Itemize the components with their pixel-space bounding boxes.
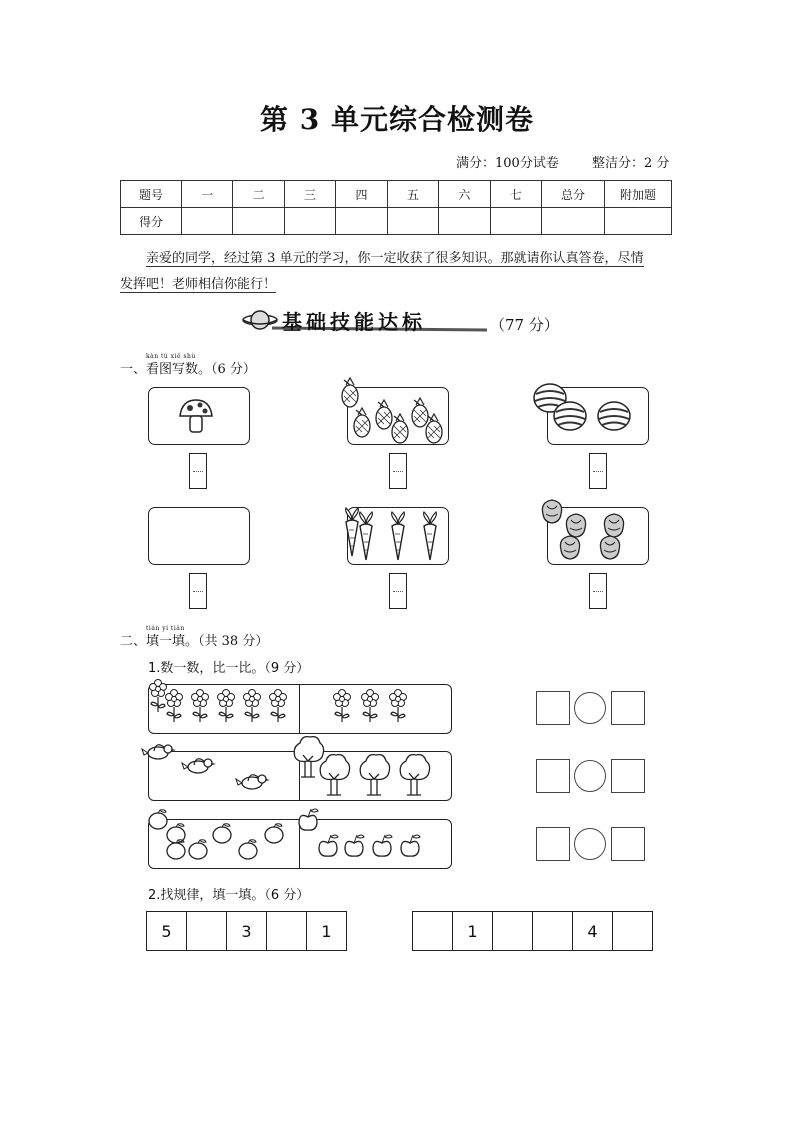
sequence-blank[interactable]: [533, 912, 573, 950]
sequence-cell: 4: [573, 912, 613, 950]
section-1-heading: [120, 353, 256, 377]
answer-box[interactable]: [189, 453, 207, 489]
apple-icon: [308, 821, 448, 865]
header-cell: 一: [182, 181, 233, 208]
sequence-blank[interactable]: [493, 912, 533, 950]
score-cell[interactable]: [336, 208, 387, 235]
tree-icon: [308, 753, 448, 797]
score-table: [120, 180, 672, 235]
compare-left-box[interactable]: [536, 827, 570, 861]
compare-symbol-circle[interactable]: [574, 760, 606, 792]
header-cell: 七: [490, 181, 541, 208]
intro-text: [120, 246, 674, 298]
banner-label: 基础技能达标: [282, 310, 426, 334]
section-2-number: 二、: [120, 634, 147, 649]
compare-left-box[interactable]: [536, 759, 570, 793]
pineapple-icon: [350, 390, 444, 442]
answer-box[interactable]: [589, 573, 607, 609]
cabbage-icon: [552, 510, 644, 562]
score-cell[interactable]: [605, 208, 672, 235]
flower-icon: [158, 688, 448, 730]
header-cell: 六: [439, 181, 490, 208]
section-1-number: 一、: [120, 362, 147, 377]
sequence-blank[interactable]: [413, 912, 453, 950]
header-cell: 总分: [542, 181, 605, 208]
compare-right-box[interactable]: [611, 691, 645, 725]
score-cell[interactable]: [439, 208, 490, 235]
intro-line-2: 发挥吧！老师相信你能行！: [120, 277, 277, 292]
score-cell[interactable]: [542, 208, 605, 235]
header-cell: 三: [284, 181, 335, 208]
watermelon-icon: [550, 398, 644, 434]
compare-left-box[interactable]: [536, 691, 570, 725]
compare-symbol-circle[interactable]: [574, 692, 606, 724]
sequence-2: [412, 911, 653, 951]
header-cell: 二: [233, 181, 284, 208]
compare-right-box[interactable]: [611, 759, 645, 793]
header-cell: 四: [336, 181, 387, 208]
q1-title: 1.数一数，比一比。（9 分）: [148, 661, 310, 676]
section-2-title: 填一填。（共 38 分）: [146, 634, 269, 649]
score-table-header-row: [121, 181, 672, 208]
page-title: 第 3 单元综合检测卷: [260, 103, 534, 136]
score-cell[interactable]: [182, 208, 233, 235]
full-score: 满分：100分试卷: [456, 156, 559, 171]
answer-box[interactable]: [389, 573, 407, 609]
header-cell: 附加题: [605, 181, 672, 208]
header-cell: 五: [387, 181, 438, 208]
answer-box[interactable]: [589, 453, 607, 489]
section-1-title: 看图写数。（6 分）: [146, 362, 256, 377]
section-2-pinyin: tián yi tián: [146, 625, 185, 632]
sequence-cell: 3: [227, 912, 267, 950]
section-1-pinyin: kàn tú xiě shù: [146, 353, 196, 360]
answer-box[interactable]: [389, 453, 407, 489]
score-cell[interactable]: [490, 208, 541, 235]
compare-right-box[interactable]: [611, 827, 645, 861]
lemon-icon: [158, 821, 298, 865]
sequence-cell: 1: [321, 921, 332, 941]
mushroom-icon: [178, 398, 214, 436]
score-cell[interactable]: [387, 208, 438, 235]
score-table-score-row: [121, 208, 672, 235]
carrot-icon: [352, 512, 444, 560]
section-2-heading: [120, 625, 269, 649]
sequence-blank[interactable]: [613, 912, 652, 950]
neat-score: 整洁分：2 分: [592, 156, 670, 171]
banner-score: （77 分）: [490, 316, 559, 334]
sequence-cell: 1: [453, 912, 493, 950]
header-cell: 题号: [121, 181, 182, 208]
q2-title: 2.找规律，填一填。（6 分）: [148, 888, 310, 903]
score-cell[interactable]: [284, 208, 335, 235]
score-cell[interactable]: [233, 208, 284, 235]
compare-symbol-circle[interactable]: [574, 828, 606, 860]
answer-box[interactable]: [189, 573, 207, 609]
intro-line-1: 亲爱的同学，经过第 3 单元的学习，你一定收获了很多知识。那就请你认真答卷，尽情: [146, 251, 644, 266]
sequence-blank[interactable]: [267, 912, 307, 950]
sequence-blank[interactable]: [187, 912, 227, 950]
row-label: 得分: [121, 208, 182, 235]
section-banner: [242, 306, 492, 340]
picture-box-empty: [148, 507, 250, 565]
sequence-cell: 5: [147, 912, 187, 950]
sequence-1: [146, 911, 347, 951]
